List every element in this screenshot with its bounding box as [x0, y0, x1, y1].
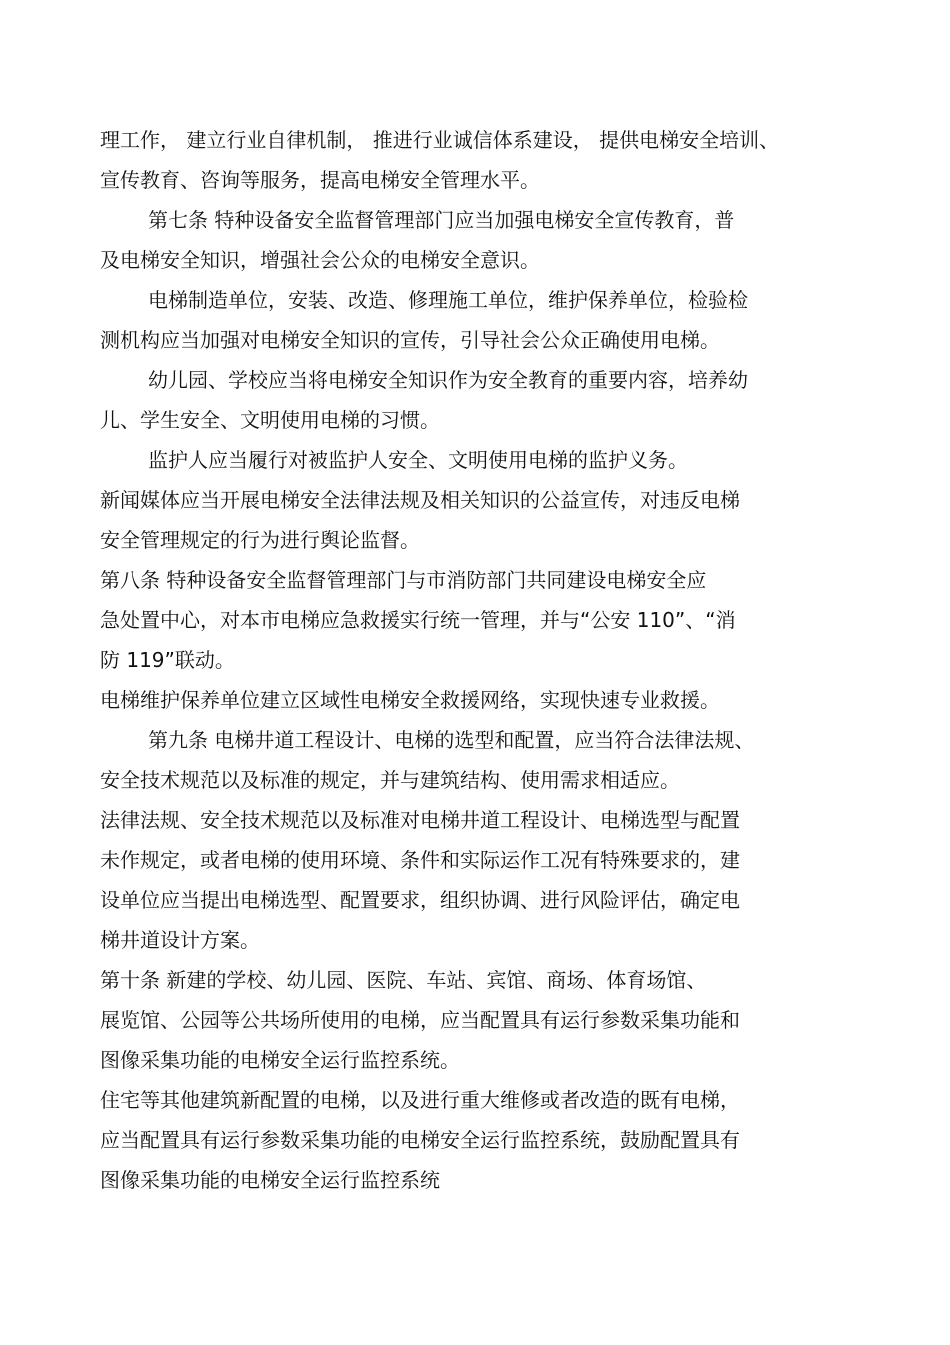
article-8-heading-line: 第八条 特种设备安全监督管理部门与市消防部门共同建设电梯安全应 [100, 568, 707, 592]
text-line: 未作规定，或者电梯的使用环境、条件和实际运作工况有特殊要求的，建 [100, 848, 740, 872]
article-10-heading-line: 第十条 新建的学校、幼儿园、医院、车站、宾馆、商场、体育场馆、 [100, 968, 707, 992]
text-line: 幼儿园、学校应当将电梯安全知识作为安全教育的重要内容，培养幼 [148, 368, 748, 392]
text-line: 电梯制造单位，安装、改造、修理施工单位，维护保养单位，检验检 [148, 288, 748, 312]
text-line: 理工作， 建立行业自律机制， 推进行业诚信体系建设， 提供电梯安全培训、 [100, 128, 780, 152]
text-line: 梯井道设计方案。 [100, 928, 260, 952]
text-line: 急处置中心，对本市电梯应急救援实行统一管理，并与“公安 110”、“消 [100, 608, 736, 632]
text-line: 安全管理规定的行为进行舆论监督。 [100, 528, 420, 552]
text-line: 监护人应当履行对被监护人安全、文明使用电梯的监护义务。 [148, 448, 688, 472]
text-line: 新闻媒体应当开展电梯安全法律法规及相关知识的公益宣传，对违反电梯 [100, 488, 740, 512]
article-7-heading-line: 第七条 特种设备安全监督管理部门应当加强电梯安全宣传教育，普 [148, 208, 735, 232]
text-line: 安全技术规范以及标准的规定，并与建筑结构、使用需求相适应。 [100, 768, 680, 792]
text-line: 儿、学生安全、文明使用电梯的习惯。 [100, 408, 440, 432]
text-line: 应当配置具有运行参数采集功能的电梯安全运行监控系统，鼓励配置具有 [100, 1128, 740, 1152]
text-line: 展览馆、公园等公共场所使用的电梯，应当配置具有运行参数采集功能和 [100, 1008, 740, 1032]
text-line: 宣传教育、咨询等服务，提高电梯安全管理水平。 [100, 168, 540, 192]
text-line: 测机构应当加强对电梯安全知识的宣传，引导社会公众正确使用电梯。 [100, 328, 720, 352]
text-line: 住宅等其他建筑新配置的电梯，以及进行重大维修或者改造的既有电梯， [100, 1088, 740, 1112]
text-line: 及电梯安全知识，增强社会公众的电梯安全意识。 [100, 248, 540, 272]
text-line: 设单位应当提出电梯选型、配置要求，组织协调、进行风险评估，确定电 [100, 888, 740, 912]
text-line: 电梯维护保养单位建立区域性电梯安全救援网络，实现快速专业救援。 [100, 688, 720, 712]
text-line: 图像采集功能的电梯安全运行监控系统 [100, 1168, 440, 1192]
text-line: 法律法规、安全技术规范以及标准对电梯井道工程设计、电梯选型与配置 [100, 808, 740, 832]
text-line: 图像采集功能的电梯安全运行监控系统。 [100, 1048, 460, 1072]
article-9-heading-line: 第九条 电梯井道工程设计、电梯的选型和配置，应当符合法律法规、 [148, 728, 755, 752]
text-line: 防 119”联动。 [100, 648, 235, 672]
